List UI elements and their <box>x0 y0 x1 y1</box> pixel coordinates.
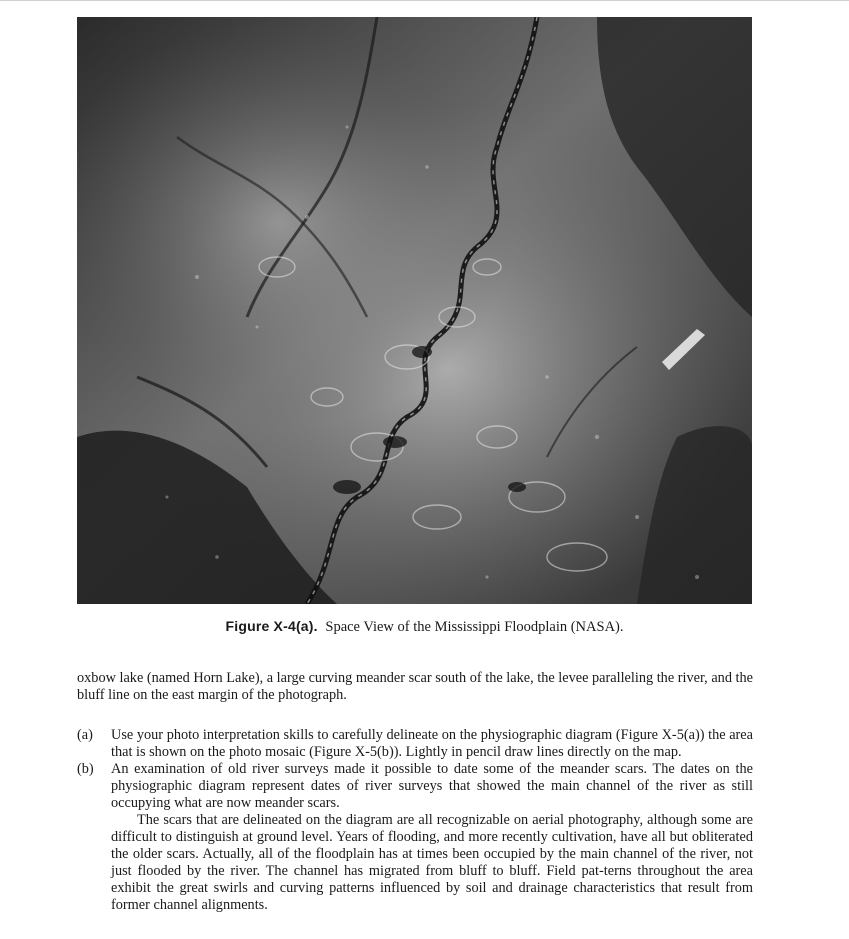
floodplain-satellite-photo <box>77 17 752 604</box>
list-item <box>77 761 753 812</box>
item-text: Use your photo interpretation skills to carefully delineate on the physiographic diagram (Figure X-5(a)) the area that is shown on the photo mosaic (Figure X-5(b)). Lightly in pencil draw lines directly on the map. <box>111 727 753 760</box>
figure-caption-text: Space View of the Mississippi Floodplain (NASA). <box>325 619 624 635</box>
item-text: An examination of old river surveys made it possible to date some of the meander scars. The dates on the physiographic diagram represent dates of river surveys that showed the main channel of the river as still occupying what are now meander scars. <box>111 761 753 811</box>
exercise-list <box>77 727 753 914</box>
item-marker: (b) <box>77 761 94 777</box>
figure-caption-label: Figure X-4(a). <box>225 618 318 634</box>
page-top-rule <box>0 0 849 1</box>
item-marker: (a) <box>77 727 93 743</box>
intro-paragraph: oxbow lake (named Horn Lake), a large curving meander scar south of the lake, the levee paralleling the river, and the bluff line on the east margin of the photograph. <box>77 670 754 703</box>
item-continuation-paragraph: The scars that are delineated on the diagram are all recognizable on aerial photography, although some are difficult to distinguish at ground level. Years of flooding, and more recently cultivation, have all but obliterated the older scars. Actually, all of the floodplain has at times been occupied by the main channel of the river, not just flooded by the river. The channel has migrated from bluff to bluff. Field pat-terns throughout the area exhibit the great swirls and curving patterns influenced by soil and drainage characteristics that result from former channel alignments. <box>111 812 753 913</box>
figure-caption <box>0 618 849 636</box>
list-item <box>77 727 753 761</box>
